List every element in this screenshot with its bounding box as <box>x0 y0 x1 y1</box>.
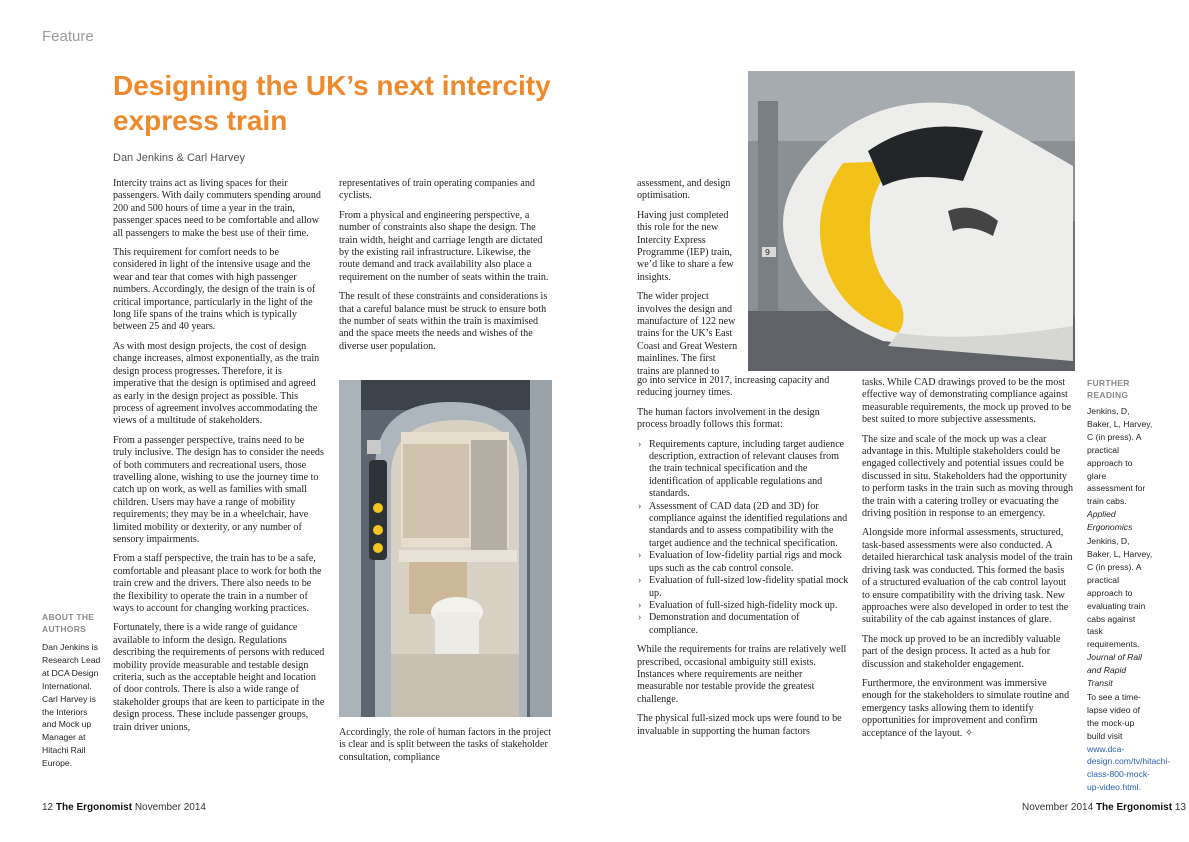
paragraph: Fortunately, there is a wide range of guidance available to inform the design. Regulations describing the requirements of persons with reduced mobility provide measurable and testable design criteria, such as the acceptable height and location of door controls. There is also a wide range of stakeholder groups that are keen to participate in the design process. These include passenger groups, train driver unions, <box>113 622 325 733</box>
journal-name: Applied Ergonomics <box>1087 509 1133 533</box>
list-item: › Assessment of CAD data (2D and 3D) for compliance against the identified regulations and standards and to assess compatibility with the target audience and the technical specification. <box>637 501 849 551</box>
issue-date: November 2014 <box>1022 802 1094 813</box>
paragraph: While the requirements for trains are relatively well prescribed, occasional ambiguity still exists. Instances where requirements are neither measurable nor testable provide the greatest challenge. <box>637 644 847 705</box>
footer-left <box>42 802 206 813</box>
journal-name: Journal of Rail and Rapid Transit <box>1087 652 1142 689</box>
paragraph: Furthermore, the environment was immersive enough for the stakeholders to simulate routine and emergency tasks allowing them to identify opportunities for improvement and confirm acceptance of the layout. ✧ <box>862 677 1070 739</box>
svg-text:9: 9 <box>765 248 771 257</box>
about-authors-heading: ABOUT THE AUTHORS <box>42 612 95 634</box>
further-reading-heading: FURTHER READING <box>1087 378 1130 400</box>
train-nose-photo <box>748 71 1075 371</box>
paragraph: assessment, and design optimisation. <box>637 178 731 202</box>
column-4 <box>862 377 1074 747</box>
list-item: › Evaluation of full-sized high-fidelity mock up. <box>637 600 849 612</box>
reference-text: Jenkins, D, Baker, L, Harvey, C (in press). A practical approach to glare assessment for train cabs. <box>1087 406 1153 507</box>
paragraph: go into service in 2017, increasing capacity and reducing journey times. <box>637 375 830 399</box>
video-note <box>1087 691 1171 794</box>
column-3-top <box>637 178 740 385</box>
footer-right <box>1022 802 1186 813</box>
list-item: › Evaluation of full-sized low-fidelity spatial mock up. <box>637 575 849 600</box>
section-label: Feature <box>42 28 94 45</box>
paragraph: From a staff perspective, the train has to be a safe, comfortable and pleasant place to work for both the train crew and the drivers. There also needs to be the flexibility to operate the train in a number of ways to account for changing working practices. <box>113 553 322 614</box>
article-authors: Dan Jenkins & Carl Harvey <box>113 152 246 164</box>
paragraph: The human factors involvement in the design process broadly follows this format: <box>637 406 820 431</box>
train-interior-photo <box>339 380 552 717</box>
paragraph: tasks. While CAD drawings proved to be the most effective way of demonstrating compliance against measurable requirements, the mock up proved to be best suited to more subjective assessments. <box>862 377 1072 426</box>
column-3-main <box>637 375 849 745</box>
reference-2 <box>1087 535 1153 690</box>
paragraph: Having just completed this role for the new Intercity Express Programme (IEP) train, we’d like to share a few insights. <box>637 209 734 283</box>
paragraph: This requirement for comfort needs to be considered in light of the intensive usage and the wear and tear that comes with high passenger numbers. Accordingly, the design of the train is of critical importance, particularly in the light of the long life spans of the trains which is typically between 25 and 40 years. <box>113 247 316 333</box>
page-number: 13 <box>1174 802 1186 813</box>
magazine-name: The Ergonomist <box>1095 802 1173 813</box>
reference-1 <box>1087 405 1153 534</box>
reference-text: Jenkins, D, Baker, L, Harvey, C (in press). A practical approach to evaluating train cabs against task requirements. <box>1087 536 1153 650</box>
list-item: › Requirements capture, including target audience description, extraction of relevant clauses from the train technical specification and the identification of applicable regulations and standards. <box>637 439 849 501</box>
paragraph: From a physical and engineering perspective, a number of constraints also shape the design. The train width, height and carriage length are dictated by the existing rail infrastructure. Likewise, the route demand and track availability also place a requirement on the number of seats within the train. <box>339 209 549 283</box>
paragraph: The physical full-sized mock ups were found to be invaluable in supporting the human factors <box>637 713 842 737</box>
article-title: Designing the UK’s next intercity express train <box>113 70 551 136</box>
paragraph: The wider project involves the design and manufacture of 122 new trains for the UK’s East Coast and Great Western mainlines. The first trains are planned to <box>637 291 738 377</box>
about-authors-text: Dan Jenkins is Research Lead at DCA Design International. Carl Harvey is the Interiors and Mock up Manager at Hitachi Rail Europe. <box>42 642 101 769</box>
further-reading-text <box>1087 405 1171 795</box>
column-2 <box>339 178 552 360</box>
paragraph: Alongside more informal assessments, structured, task-based assessments were also conducted. A detailed hierarchical task analysis model of the train driving task was conducted. This formed the basis of a structured evaluation of the cab control layout to ensure compatibility with the driving task. New approaches were also developed in order to test the suitability of the cab against instances of glare. <box>862 527 1073 626</box>
list-item: › Demonstration and documentation of compliance. <box>637 612 849 637</box>
page-number: 12 <box>42 802 54 813</box>
issue-date: November 2014 <box>134 802 206 813</box>
video-note-text: To see a time-lapse video of the mock-up build visit <box>1087 691 1141 741</box>
magazine-name: The Ergonomist <box>55 802 133 813</box>
paragraph: Intercity trains act as living spaces for their passengers. With daily commuters spending around 200 and 500 hours of time a year in the train, passenger spaces need to be comfortable and allow all passengers to make the best use of their time. <box>113 178 321 239</box>
paragraph: The size and scale of the mock up was a clear advantage in this. Multiple stakeholders could be engaged collectively and potential issues could be discussed in situ. Stakeholders had the opportunity to perform tasks in the train such as moving through the train with a catering trolley or evacuating the driving position in response to an emergency. <box>862 433 1074 520</box>
paragraph: From a passenger perspective, trains need to be truly inclusive. The design has to consider the needs of both commuters and recreational users, those travelling alone, wishing to use the journey time to catch up on work, as well as families with small children. Users may have a range of mobility requirements; they may be in a wheelchair, have limited mobility or dexterity, or any number of sensory impairments. <box>113 434 324 545</box>
list-item: › Evaluation of low-fidelity partial rigs and mock ups such as the cab control console. <box>637 550 849 575</box>
paragraph: The result of these constraints and considerations is that a careful balance must be struck to ensure both the number of seats within the train is maximised and the space meets the needs and wishes of the diverse user population. <box>339 291 548 352</box>
process-list <box>637 439 849 638</box>
column-1 <box>113 178 325 741</box>
paragraph: Accordingly, the role of human factors in the project is clear and is split between the tasks of stakeholder consultation, compliance <box>339 727 552 763</box>
paragraph: representatives of train operating companies and cyclists. <box>339 178 535 202</box>
paragraph: As with most design projects, the cost of design change increases, almost exponentially, as the train design process progresses. Therefore, it is imperative that the design is optimised and agreed as early in the design project as possible. This process of agreement involves accommodating the views of a multitude of stakeholders. <box>113 340 320 427</box>
paragraph: The mock up proved to be an incredibly valuable part of the design process. It acted as a hub for discussion and stakeholder engagement. <box>862 633 1061 670</box>
column-2-bottom <box>339 727 552 771</box>
video-link[interactable]: www.dca-design.com/tv/hitachi-class-800-mock-up-video.html. <box>1087 743 1171 793</box>
